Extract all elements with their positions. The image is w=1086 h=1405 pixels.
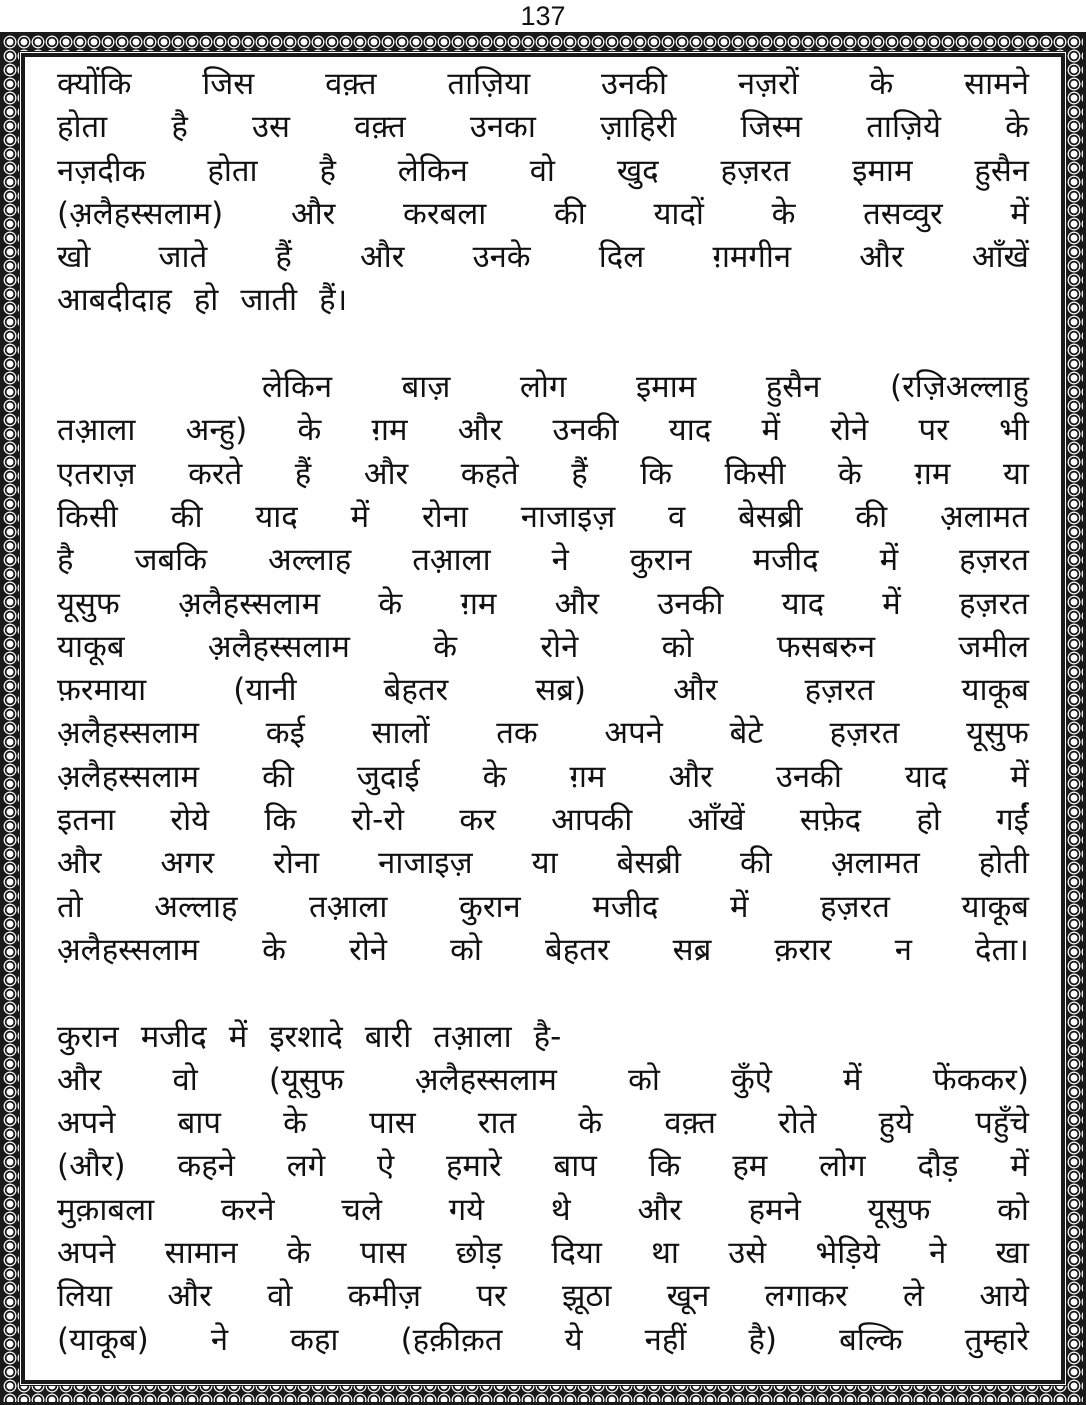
word: बल्कि <box>839 1321 903 1358</box>
text-line <box>57 453 1029 496</box>
word: के <box>482 758 507 795</box>
word: की <box>262 758 294 795</box>
word: दिल <box>598 239 645 276</box>
word: उनकी <box>657 585 724 622</box>
word: अन्हु) <box>185 412 248 449</box>
word: को <box>997 1191 1029 1228</box>
word: ज़ाहिरी <box>600 109 677 146</box>
word: तआ़ला <box>433 1018 512 1055</box>
text-line <box>57 279 1029 322</box>
word: लेकिन <box>262 369 333 406</box>
word: हज़रत <box>829 715 900 752</box>
word: कई <box>265 715 305 752</box>
word: बेटे <box>729 715 763 752</box>
word: अ़लामत <box>830 845 920 882</box>
word: के <box>578 1105 603 1142</box>
word: नहीं <box>644 1321 687 1358</box>
word: था <box>651 1235 679 1272</box>
word: हो <box>916 802 941 839</box>
word: में <box>882 585 901 622</box>
word: नाजाइज़ <box>378 845 473 882</box>
word: याद <box>781 585 825 622</box>
word: खून <box>666 1278 710 1315</box>
word: हुसैन <box>974 152 1029 189</box>
word: यूसुफ <box>867 1191 931 1228</box>
word: हैं। <box>319 282 348 319</box>
word: कहने <box>177 1148 235 1185</box>
word: ताज़िया <box>447 66 531 102</box>
word: तसव्वुर <box>863 195 943 232</box>
word: रोने <box>349 931 387 968</box>
word: वो <box>267 1278 293 1315</box>
text-line <box>57 583 1029 626</box>
word: ग़म <box>371 412 408 449</box>
word: (और) <box>57 1148 126 1185</box>
word: हज़रत <box>804 672 875 709</box>
word: मजीद <box>592 888 659 925</box>
word: में <box>228 1018 248 1055</box>
text-line <box>57 1059 1029 1102</box>
word: (यानी <box>233 672 297 709</box>
word: ऐ <box>377 1148 395 1185</box>
word: छोड़ <box>455 1235 503 1272</box>
word: आँखें <box>687 802 745 839</box>
word: अ़लैहस्सलाम <box>57 758 200 795</box>
word: है <box>171 109 188 146</box>
word: और <box>360 239 405 276</box>
word: कहते <box>460 455 519 492</box>
word: के <box>262 931 286 968</box>
word: ले <box>902 1278 925 1315</box>
text-line <box>57 756 1029 799</box>
word: रोना <box>421 498 468 535</box>
word: सामान <box>164 1235 238 1272</box>
word: को <box>450 931 482 968</box>
word: की <box>740 845 772 882</box>
word: फ़रमाया <box>57 672 147 709</box>
word: फसबरुन <box>776 628 876 665</box>
word: अ़लामत <box>939 498 1029 535</box>
word: कुँऐ <box>731 1061 772 1098</box>
word: में <box>1010 195 1029 232</box>
word: अल्लाह <box>268 542 352 579</box>
word: अ़लैहस्सलाम <box>414 1061 557 1098</box>
word: नज़रों <box>737 66 799 102</box>
word: किसी <box>724 455 786 492</box>
word: इतना <box>57 802 116 839</box>
word: में <box>761 412 781 449</box>
word: खुद <box>616 152 659 189</box>
word: होती <box>978 845 1029 882</box>
word: की <box>553 195 586 232</box>
word: कमीज़ <box>347 1278 422 1315</box>
text-line <box>57 63 1029 106</box>
word: हैं <box>571 455 588 492</box>
word: रोने <box>540 628 579 665</box>
word: ताज़िये <box>866 109 941 146</box>
word: और <box>363 455 409 492</box>
word: बेसब्री <box>616 845 682 882</box>
word: और <box>637 1191 682 1228</box>
word: रोते <box>778 1105 817 1142</box>
word: बाप <box>177 1105 221 1142</box>
word: क्योंकि <box>57 66 132 102</box>
word: कि <box>264 802 297 839</box>
word: तक <box>496 715 538 752</box>
word: कि <box>648 1148 681 1185</box>
word: है- <box>533 1018 562 1055</box>
word: इमाम <box>852 152 913 189</box>
word: हम <box>732 1148 768 1185</box>
text-line <box>57 669 1029 712</box>
word: उनकी <box>552 412 619 449</box>
word: यादों <box>653 195 704 232</box>
text-line <box>57 929 1029 972</box>
word: याकूब <box>961 888 1029 925</box>
text-line <box>57 1189 1029 1232</box>
text-line <box>57 712 1029 755</box>
word: जमील <box>958 628 1029 665</box>
word: और <box>290 195 336 232</box>
word: रात <box>477 1105 517 1142</box>
word: (रज़िअल्लाहु <box>889 369 1029 406</box>
word: वो <box>529 152 555 189</box>
word: गये <box>448 1191 485 1228</box>
word: करने <box>220 1191 275 1228</box>
word: मजीद <box>752 542 819 579</box>
word: रो-रो <box>351 802 405 839</box>
word: आये <box>979 1278 1029 1315</box>
word: ये <box>564 1321 583 1358</box>
word: याकूब <box>57 628 125 665</box>
word: सब्र) <box>535 672 587 709</box>
word: लगाकर <box>764 1278 848 1315</box>
word: ने <box>210 1321 229 1358</box>
word: हज़रत <box>820 888 890 925</box>
word: उनका <box>469 109 536 146</box>
page-frame <box>21 53 1065 1384</box>
word: सफ़ेद <box>799 802 862 839</box>
word: में <box>1010 1148 1029 1185</box>
word: रोये <box>170 802 210 839</box>
text-line <box>57 409 1029 452</box>
word: चले <box>341 1191 382 1228</box>
word: अपने <box>57 1105 116 1142</box>
word: क़रार <box>774 931 832 968</box>
word: लगे <box>286 1148 326 1185</box>
word: यूसुफ <box>57 585 120 622</box>
word: तुम्हारे <box>964 1321 1029 1358</box>
word: की <box>170 498 203 535</box>
word: हज़रत <box>959 585 1029 622</box>
word: उसे <box>728 1235 767 1272</box>
word: मुक़ाबला <box>57 1191 155 1228</box>
word: वक़्त <box>664 1105 716 1142</box>
word: हुसैन <box>765 369 821 406</box>
word: लोग <box>519 369 567 406</box>
word: हो <box>193 282 219 319</box>
word: नज़दीक <box>57 152 146 189</box>
word: जाती <box>240 282 298 319</box>
text-line <box>57 886 1029 929</box>
word: कहा <box>290 1321 339 1358</box>
word: में <box>1010 758 1029 795</box>
word: फेंककर) <box>932 1061 1029 1098</box>
word: के <box>286 1235 311 1272</box>
word: बाज़ <box>401 369 451 406</box>
word: के <box>838 455 862 492</box>
word: अ़लैहस्सलाम <box>178 585 321 622</box>
word: कर <box>459 802 496 839</box>
word: याद <box>668 412 712 449</box>
word: ग़म <box>569 758 606 795</box>
word: लेकिन <box>397 152 468 189</box>
paragraph <box>57 63 1029 323</box>
word: सालों <box>371 715 430 752</box>
word: के <box>297 412 322 449</box>
word: को <box>628 1061 660 1098</box>
word: पर <box>918 412 949 449</box>
word: या <box>531 845 558 882</box>
word: लोग <box>819 1148 866 1185</box>
word: दौड़ <box>917 1148 959 1185</box>
paragraph <box>57 366 1029 972</box>
word: पास <box>369 1105 416 1142</box>
word: याद <box>255 498 298 535</box>
text-line <box>57 1145 1029 1188</box>
word: तआ़ला <box>412 542 491 579</box>
word: रोना <box>273 845 320 882</box>
word: है) <box>748 1321 778 1358</box>
word: व <box>668 498 686 535</box>
text-line <box>57 842 1029 885</box>
word: और <box>57 1061 102 1098</box>
text-line <box>57 106 1029 149</box>
text-line <box>57 539 1029 582</box>
word: कुरान <box>57 1018 119 1055</box>
text-line <box>57 1016 1029 1059</box>
word: में <box>843 1061 862 1098</box>
word: या <box>1002 455 1029 492</box>
word: सब्र <box>672 931 712 968</box>
text-line <box>57 236 1029 279</box>
word: रोने <box>830 412 869 449</box>
word: और <box>457 412 503 449</box>
word: और <box>57 845 102 882</box>
word: उनकी <box>775 758 842 795</box>
word: उनकी <box>600 66 667 102</box>
word: कुरान <box>459 888 521 925</box>
text-line <box>57 1232 1029 1275</box>
text-line <box>57 496 1029 539</box>
word: में <box>729 888 749 925</box>
word: उस <box>252 109 290 146</box>
word: वक़्त <box>354 109 406 146</box>
word: और <box>668 758 713 795</box>
word: हैं <box>294 455 312 492</box>
word: जुदाई <box>356 758 420 795</box>
text-line <box>57 799 1029 842</box>
word: के <box>869 66 894 102</box>
word: में <box>879 542 899 579</box>
text-line <box>57 1275 1029 1318</box>
word: हज़रत <box>720 152 791 189</box>
text-line <box>57 366 1029 409</box>
word: अ़लैहस्सलाम <box>207 628 350 665</box>
word: हमारे <box>445 1148 502 1185</box>
text-line <box>57 1319 1029 1362</box>
paragraph <box>57 1016 1029 1362</box>
word: थे <box>550 1191 571 1228</box>
word: नाजाइज़ <box>520 498 616 535</box>
word: हैं <box>275 239 292 276</box>
word: तो <box>57 888 83 925</box>
word: पर <box>476 1278 507 1315</box>
word: (अ़लैहस्सलाम) <box>57 195 224 232</box>
word: जाते <box>158 239 208 276</box>
word: के <box>433 628 458 665</box>
word: के <box>378 585 403 622</box>
word: करबला <box>403 195 487 232</box>
word: मजीद <box>140 1018 207 1055</box>
word: आपकी <box>551 802 633 839</box>
word: आबदीदाह <box>57 282 172 319</box>
word: होता <box>207 152 258 189</box>
word: के <box>283 1105 307 1142</box>
word: जिस्म <box>740 109 803 146</box>
word: अ़लैहस्सलाम <box>57 931 200 968</box>
word: अपने <box>57 1235 116 1272</box>
page-body-text <box>57 63 1029 1374</box>
word: झूठा <box>561 1278 612 1315</box>
word: ने <box>551 542 569 579</box>
text-line <box>57 626 1029 669</box>
word: अ़लैहस्सलाम <box>57 715 200 752</box>
page-number: 137 <box>520 1 566 31</box>
word: याकूब <box>961 672 1029 709</box>
word: अपने <box>604 715 663 752</box>
word: हज़रत <box>959 542 1029 579</box>
word: सामने <box>964 66 1029 102</box>
word: और <box>673 672 718 709</box>
word: भी <box>999 412 1029 449</box>
word: और <box>859 239 904 276</box>
word: (याकूब) <box>57 1321 149 1358</box>
word: उनके <box>472 239 531 276</box>
word: लिया <box>57 1278 113 1315</box>
word: ग़म <box>914 455 951 492</box>
word: की <box>855 498 888 535</box>
word: देता। <box>975 931 1029 968</box>
word: हमने <box>748 1191 801 1228</box>
paragraph-spacer <box>57 323 1029 366</box>
word: खा <box>995 1235 1029 1272</box>
word: जबकि <box>134 542 208 579</box>
word: (यूसुफ <box>268 1061 344 1098</box>
paragraph-spacer <box>57 972 1029 1015</box>
word: तआ़ला <box>309 888 388 925</box>
word: याद <box>904 758 948 795</box>
text-line <box>57 193 1029 236</box>
word: गईं <box>996 802 1029 839</box>
word: और <box>554 585 600 622</box>
word: हुये <box>878 1105 914 1142</box>
word: करते <box>188 455 243 492</box>
word: को <box>661 628 694 665</box>
word: पास <box>359 1235 407 1272</box>
word: बारी <box>364 1018 412 1055</box>
word: आँखें <box>971 239 1029 276</box>
word: (हक़ीक़त <box>400 1321 503 1358</box>
word: भेड़िये <box>815 1235 880 1272</box>
word: इरशादे <box>269 1018 343 1055</box>
word: जिस <box>202 66 255 102</box>
word: अगर <box>160 845 215 882</box>
word: वो <box>172 1061 198 1098</box>
word: कुरान <box>629 542 692 579</box>
word: ने <box>929 1235 947 1272</box>
word: के <box>1005 109 1029 146</box>
word: ग़मगीन <box>712 239 792 276</box>
word: है <box>319 152 336 189</box>
word: किसी <box>57 498 118 535</box>
word: कि <box>640 455 673 492</box>
word: के <box>771 195 796 232</box>
word: में <box>350 498 370 535</box>
word: होता <box>57 109 108 146</box>
word: यूसुफ <box>966 715 1029 752</box>
word: बेसब्री <box>738 498 803 535</box>
word: तआ़ला <box>57 412 136 449</box>
text-line <box>57 150 1029 193</box>
word: दिया <box>551 1235 602 1272</box>
word: ग़म <box>460 585 497 622</box>
text-line <box>57 1102 1029 1145</box>
word: अल्लाह <box>154 888 238 925</box>
word: वक़्त <box>325 66 377 102</box>
word: पहुँचे <box>975 1105 1029 1142</box>
decorative-star-border <box>0 32 1086 1405</box>
word: एतराज़ <box>57 455 136 492</box>
word: है <box>57 542 74 579</box>
word: बेहतर <box>383 672 449 709</box>
word: इमाम <box>635 369 697 406</box>
word: खो <box>57 239 91 276</box>
word: बाप <box>553 1148 597 1185</box>
word: न <box>894 931 912 968</box>
word: बेहतर <box>545 931 610 968</box>
word: और <box>167 1278 212 1315</box>
